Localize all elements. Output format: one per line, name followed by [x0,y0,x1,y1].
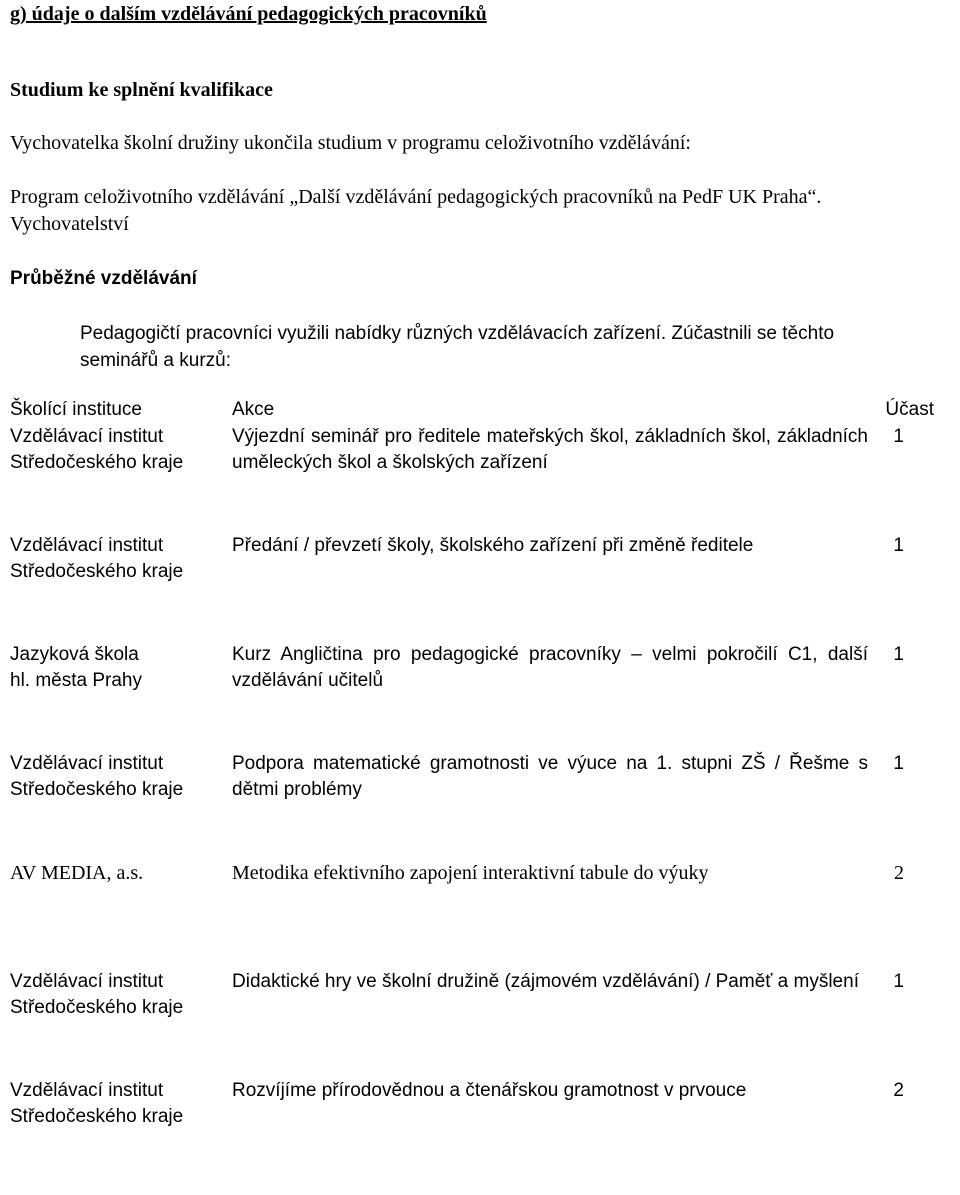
row-action: Podpora matematické gramotnosti ve výuce na 1. stupni ZŠ / Řešme s dětmi problémy [232,753,868,800]
table-header-row [10,397,934,424]
table-row [10,642,934,751]
row-institution [10,969,232,1078]
institution-line-2: Středočeského kraje [10,1106,184,1127]
table-row [10,1078,934,1138]
qualification-line-1: Vychovatelka školní družiny ukončila studium v programu celoživotního vzdělávání: [10,132,691,154]
institution-line-2: Středočeského kraje [10,779,184,800]
row-institution [10,642,232,751]
ongoing-intro-line-1: Pedagogičtí pracovníci využili nabídky různých vzdělávacích zařízení. Zúčastnili se těchto [80,323,835,344]
row-action: Předání / převzetí školy, školského zařízení při změně ředitele [232,535,754,556]
row-action: Kurz Angličtina pro pedagogické pracovníky – velmi pokročilí C1, další vzdělávání učitelů [232,644,868,691]
institution-line-1: AV MEDIA, a.s. [10,862,144,884]
ongoing-heading: Průběžné vzdělávání [10,268,197,289]
row-attendance: 1 [893,426,904,447]
ongoing-intro [80,320,958,374]
institution-line-1: Vzdělávací institut [10,971,164,992]
row-institution [10,860,232,969]
table-row [10,533,934,642]
row-attendance: 1 [893,753,904,774]
institution-line-2: Středočeského kraje [10,997,184,1018]
ongoing-intro-line-2: seminářů a kurzů: [80,350,232,371]
row-institution [10,424,232,533]
row-attendance: 1 [893,644,904,665]
row-institution [10,751,232,860]
section-title: g) údaje o dalším vzdělávání pedagogických pracovníků [10,3,487,25]
table-row [10,751,934,860]
qualification-line-3: Vychovatelství [10,213,129,235]
row-attendance: 2 [894,862,904,884]
table-row [10,424,934,533]
institution-line-2: Středočeského kraje [10,561,184,582]
institution-line-1: Vzdělávací institut [10,753,164,774]
header-institution: Školící instituce [10,399,142,420]
row-institution [10,1078,232,1138]
header-action: Akce [232,399,275,420]
qualification-line-2: Program celoživotního vzdělávání „Další vzdělávání pedagogických pracovníků na PedF UK Praha“. [10,186,822,208]
row-action: Výjezdní seminář pro ředitele mateřských škol, základních škol, základních uměleckých škol a školských zařízení [232,426,868,473]
institution-line-1: Vzdělávací institut [10,426,164,447]
institution-line-1: Vzdělávací institut [10,535,164,556]
row-action: Didaktické hry ve školní družině (zájmovém vzdělávání) / Paměť a myšlení [232,971,859,992]
row-action: Rozvíjíme přírodovědnou a čtenářskou gramotnost v prvouce [232,1080,747,1101]
header-attendance: Účast [885,399,934,420]
table-row [10,860,934,969]
row-attendance: 1 [893,535,904,556]
row-action: Metodika efektivního zapojení interaktivní tabule do výuky [232,862,709,884]
row-institution [10,533,232,642]
courses-table [10,397,934,1138]
institution-line-1: Vzdělávací institut [10,1080,164,1101]
institution-line-1: Jazyková škola [10,644,139,665]
table-row [10,969,934,1078]
row-attendance: 1 [893,971,904,992]
row-attendance: 2 [893,1080,904,1101]
institution-line-2: hl. města Prahy [10,670,142,691]
institution-line-2: Středočeského kraje [10,452,184,473]
qualification-heading: Studium ke splnění kvalifikace [10,79,273,101]
